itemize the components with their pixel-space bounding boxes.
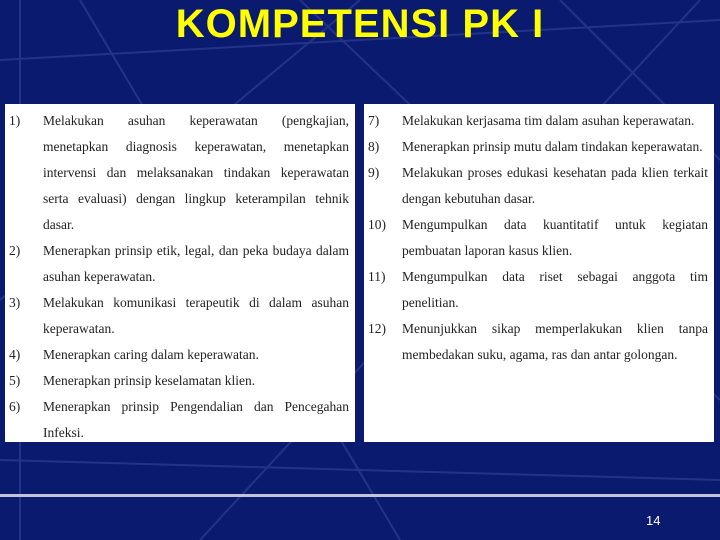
competency-text: Menerapkan caring dalam keperawatan. xyxy=(43,347,259,362)
competency-text: Melakukan komunikasi terapeutik di dalam asuhan keperawatan. xyxy=(43,295,349,336)
competency-text: Melakukan asuhan keperawatan (pengkajian, menetapkan diagnosis keperawatan, menetapkan intervensi dan melaksanakan tindakan keperawatan serta evaluasi) dengan lingkup keterampilan tehnik dasar. xyxy=(43,113,349,232)
competency-text: Menerapkan prinsip etik, legal, dan peka budaya dalam asuhan keperawatan. xyxy=(43,243,349,284)
competency-number: 7) xyxy=(368,113,380,128)
competency-item xyxy=(368,134,708,160)
competency-item xyxy=(9,394,349,446)
competency-number: 3) xyxy=(9,295,21,310)
competency-item xyxy=(9,108,349,238)
competency-item xyxy=(9,342,349,368)
competency-item xyxy=(9,290,349,342)
competency-list-left xyxy=(5,104,355,442)
competency-number: 4) xyxy=(9,347,21,362)
competency-text: Mengumpulkan data kuantitatif untuk kegiatan pembuatan laporan kasus klien. xyxy=(402,217,708,258)
competency-text: Melakukan proses edukasi kesehatan pada klien terkait dengan kebutuhan dasar. xyxy=(402,165,708,206)
competency-number: 5) xyxy=(9,373,21,388)
competency-item xyxy=(368,108,708,134)
competency-item xyxy=(368,160,708,212)
footer-divider xyxy=(0,494,720,497)
competency-number: 12) xyxy=(368,321,386,336)
competency-item xyxy=(9,238,349,290)
competency-number: 8) xyxy=(368,139,380,154)
competency-number: 2) xyxy=(9,243,21,258)
competency-item xyxy=(368,212,708,264)
competency-number: 11) xyxy=(368,269,386,284)
competency-number: 10) xyxy=(368,217,386,232)
competency-text: Menerapkan prinsip Pengendalian dan Pencegahan Infeksi. xyxy=(43,399,349,440)
competency-list-right xyxy=(364,104,714,442)
competency-text: Menerapkan prinsip keselamatan klien. xyxy=(43,373,256,388)
competency-item xyxy=(368,264,708,316)
competency-item xyxy=(9,368,349,394)
competency-number: 9) xyxy=(368,165,380,180)
competency-number: 6) xyxy=(9,399,21,414)
competency-text: Melakukan kerjasama tim dalam asuhan keperawatan. xyxy=(402,113,695,128)
competency-text: Menunjukkan sikap memperlakukan klien tanpa membedakan suku, agama, ras dan antar golongan. xyxy=(402,321,708,362)
competency-item xyxy=(368,316,708,368)
competency-number: 1) xyxy=(9,113,21,128)
competency-text: Mengumpulkan data riset sebagai anggota tim penelitian. xyxy=(402,269,708,310)
competency-text: Menerapkan prinsip mutu dalam tindakan keperawatan. xyxy=(402,139,703,154)
page-number: 14 xyxy=(646,513,661,528)
slide-title: KOMPETENSI PK I xyxy=(175,2,545,46)
